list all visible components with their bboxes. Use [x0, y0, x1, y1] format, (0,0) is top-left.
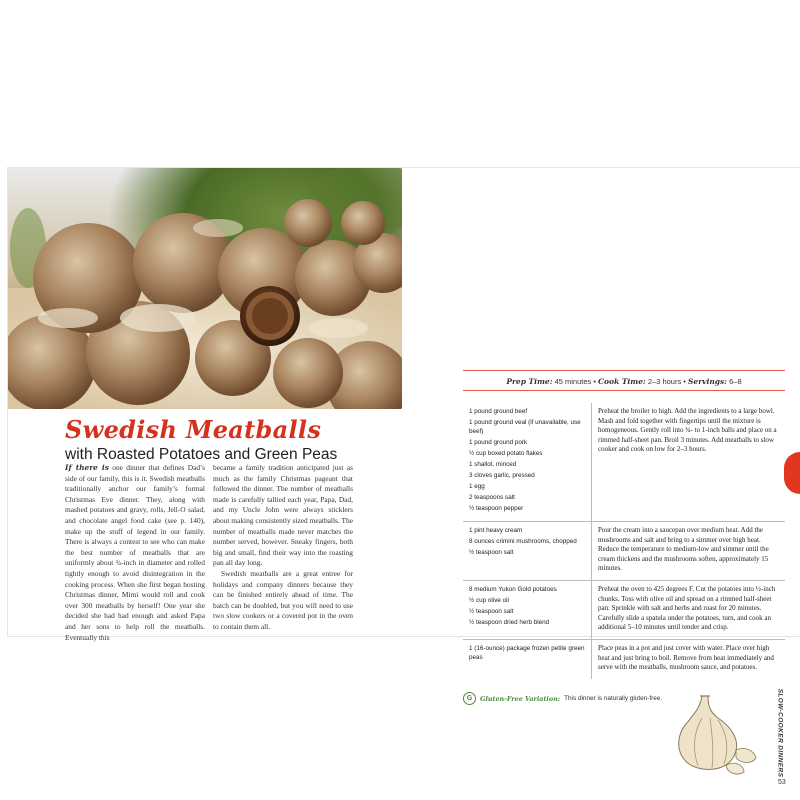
section-tab [784, 452, 800, 494]
section-label-text: SLOW-COOKER DINNERS [776, 688, 784, 778]
ingredient-item: 1 pint heavy cream [469, 527, 523, 534]
intro-text-2a: became a family tradition anticipated just as much as the family Christmas pageant that followed the dinner. The number of meatballs made is carefully tallied each year, Papa, Dad, and my Uncle John were always sticklers about making consistently sized meatballs. The number of meatballs made never matches the number served, however. Sneaky fingers, both big and small, find their way into the roasting pan all day long. [213, 463, 353, 568]
meatballs-photo [8, 168, 402, 409]
recipe-subtitle: with Roasted Potatoes and Green Peas [65, 446, 338, 463]
ingredient-item: 1 pound ground pork [469, 439, 528, 446]
ingredient-item: 8 ounces crimini mushrooms, chopped [469, 538, 577, 545]
ingredient-item: 2 teaspoons salt [469, 494, 515, 501]
recipe-table [463, 403, 785, 679]
recipe-step-row [463, 640, 785, 679]
intro-lead: If there is [65, 463, 109, 472]
method-text: Preheat the oven to 425 degrees F. Cut the potatoes into ½-inch chunks. Toss with olive oil and spread on a rimmed half-sheet pan. Sprinkle with salt and herbs and roast for 20 minutes. Carefully slide a spatula under the potatoes, turn, and cook an additional 5–10 minutes until tender and crisp. [598, 584, 776, 632]
servings-value: 6–8 [729, 377, 742, 386]
method-text: Preheat the broiler to high. Add the ingredients to a large bowl. Mash and fold together with fingertips until the mixture is homogeneous. Gently roll into ¾- to 1-inch balls and place on a rimmed half-sheet pan. Broil 3 minutes. Add meatballs to slow cooker and cook on low for 2–3 hours. [598, 407, 777, 454]
prep-value: 45 minutes [554, 377, 592, 386]
method-text: Pour the cream into a saucepan over medium heat. Add the mushrooms and salt and bring to a simmer over high heat. Reduce the temperature to medium-low and simmer until the cream thickens and the mushrooms soften, approximately 15 minutes. [598, 526, 769, 573]
ingredient-list [463, 640, 592, 679]
meta-rule-bottom [463, 390, 785, 391]
gluten-free-icon: G [463, 692, 476, 705]
recipe-step-row [463, 403, 785, 522]
ingredient-item: 1 pound ground veal (if unavailable, use beef) [469, 419, 581, 435]
gluten-free-label: Gluten-Free Variation: [480, 694, 561, 703]
intro-text-1: one dinner that defines Dad’s side of our family, this is it. Swedish meatballs traditionally anchor our family’s formal Christmas Eve dinner. They, along with mashed potatoes and gravy, rolls, Jell-O salad, and chocolate angel food cake (see p. 140), make up the stuff of legend in our family. There is always a contest to see who can make the best number of meatballs that are uniformly about ¾-inch in diameter and rolled tightly enough to avoid disintegration in the cooking process. When she first began hosting Christmas dinner, Mimi would roll and cook over 300 meatballs by herself! One year she decided she had had enough and asked Papa and her sons to help roll the meatballs. Eventually this [65, 463, 205, 642]
ingredient-item: ½ teaspoon salt [469, 549, 514, 556]
recipe-step-row [463, 581, 785, 640]
method-text: Place peas in a pot and just cover with water. Place over high heat and just bring to boil. Remove from heat immediately and serve with the meatballs, mushroom sauce, and potatoes. [598, 643, 774, 672]
gluten-free-note [463, 692, 662, 705]
prep-label: Prep Time: [506, 377, 553, 386]
meta-separator: • [681, 377, 688, 386]
section-label [774, 688, 786, 778]
cook-value: 2–3 hours [647, 377, 682, 386]
ingredient-item: ½ cup boxed potato flakes [469, 450, 543, 457]
intro-column-2 [213, 463, 353, 633]
meta-rule-top [463, 370, 785, 371]
servings-label: Servings: [688, 377, 728, 386]
page-number: 53 [778, 779, 786, 786]
ingredient-item: 1 (16-ounce) package frozen petite green peas [469, 644, 585, 661]
ingredient-item: ½ teaspoon pepper [469, 505, 524, 512]
intro-text-2b: Swedish meatballs are a great entree for holidays and company dinners because they can be finished entirely ahead of time. The batch can be doubled, but you will need to use two slow cookers or a covered pot in the oven to contain them all. [213, 568, 353, 631]
recipe-meta [463, 377, 785, 386]
ingredient-item: 1 shallot, minced [469, 461, 517, 468]
recipe-step-row [463, 522, 785, 581]
gluten-free-text: This dinner is naturally gluten-free. [564, 695, 663, 702]
recipe-title: Swedish Meatballs [65, 415, 322, 444]
ingredient-item: ½ cup olive oil [469, 596, 509, 604]
intro-column-1 [65, 463, 205, 643]
ingredient-item: 1 pound ground beef [469, 408, 528, 415]
ingredient-item: ½ teaspoon dried herb blend [469, 618, 550, 626]
book-spread [8, 168, 800, 786]
ingredient-list [463, 581, 592, 639]
ingredient-list [463, 403, 592, 521]
ingredient-item: ½ teaspoon salt [469, 607, 514, 615]
cook-label: Cook Time: [598, 377, 646, 386]
ingredient-item: 8 medium Yukon Gold potatoes [469, 585, 557, 593]
ingredient-item: 1 egg [469, 483, 485, 490]
garlic-illustration [664, 688, 764, 778]
ingredient-item: 3 cloves garlic, pressed [469, 472, 535, 479]
ingredient-list [463, 522, 592, 580]
meta-separator: • [591, 377, 599, 386]
